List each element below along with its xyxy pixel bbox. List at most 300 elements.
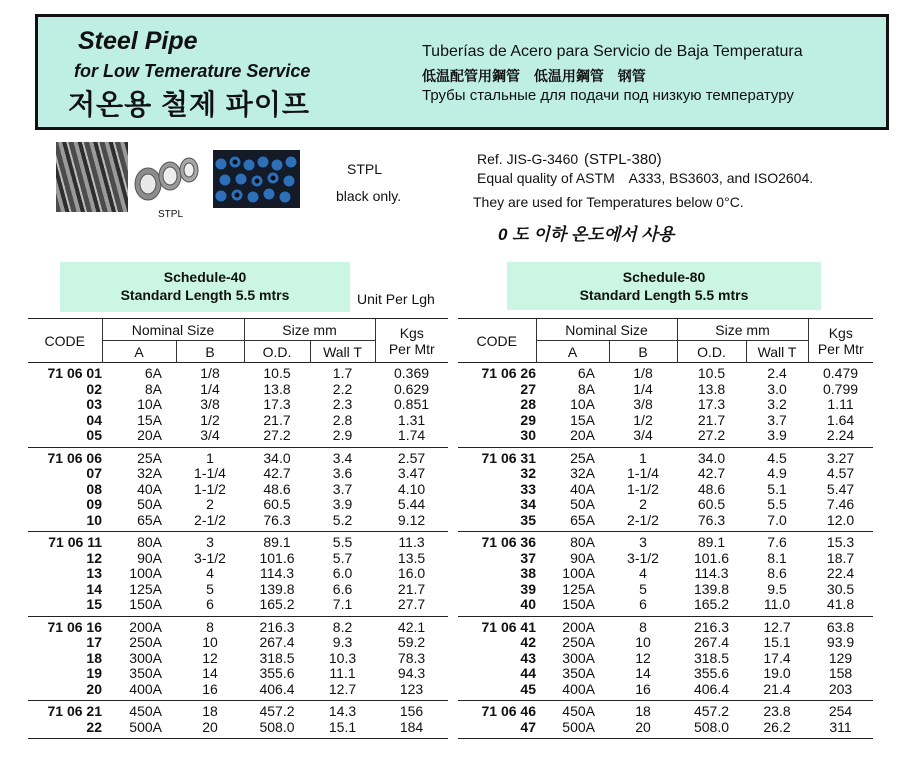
weight-cell: 156 (375, 701, 448, 720)
schedule-80-title: Schedule-80 (622, 269, 706, 285)
od-cell: 139.8 (693, 580, 730, 597)
size-a-cell: 8A (577, 380, 595, 397)
size-b-cell: 1 (609, 447, 677, 466)
size-a-cell: 350A (562, 665, 595, 681)
code-cell: 42 (520, 634, 536, 650)
wall-cell: 12.7 (746, 616, 808, 635)
code-cell: 08 (86, 480, 102, 497)
weight-cell: 4.10 (397, 480, 426, 497)
table-row (28, 635, 448, 651)
schedule-80-length: Standard Length 5.5 mtrs (579, 287, 749, 303)
size-a-cell: 200A (536, 616, 609, 635)
code-cell: 19 (86, 665, 102, 681)
size-b-cell: 2-1/2 (609, 513, 677, 532)
code-cell: 32 (520, 465, 536, 481)
size-b-cell: 1-1/2 (194, 480, 226, 497)
wall-cell: 3.9 (332, 496, 353, 512)
table-row (458, 720, 873, 739)
weight-cell: 0.369 (375, 363, 448, 382)
wall-cell: 11.1 (329, 665, 356, 681)
wall-cell: 2.2 (332, 380, 353, 397)
code-cell: 45 (458, 682, 536, 701)
size-a-cell: 90A (570, 549, 595, 566)
od-cell: 34.0 (677, 447, 746, 466)
size-b-cell: 16 (176, 682, 244, 701)
od-cell: 42.7 (263, 465, 291, 481)
weight-cell: 63.8 (808, 616, 873, 635)
wall-cell: 21.4 (746, 682, 808, 701)
schedule-80-rows (458, 363, 873, 739)
size-b-cell: 1/4 (633, 380, 653, 397)
table-row (28, 513, 448, 532)
size-b-cell: 12 (202, 649, 218, 666)
kgs-per-mtr-header (808, 319, 873, 363)
wall-cell: 23.8 (746, 701, 808, 720)
table-row (458, 616, 873, 635)
code-cell: 71 06 01 (28, 363, 102, 382)
schedule-40-title: Schedule-40 (163, 269, 247, 285)
weight-cell: 41.8 (808, 597, 873, 616)
size-a-cell: 80A (102, 532, 176, 551)
od-cell: 76.3 (677, 513, 746, 532)
size-b-cell: 1/2 (200, 411, 220, 428)
table-row (458, 482, 873, 498)
size-a-cell: 100A (562, 565, 595, 581)
weight-cell: 0.851 (394, 396, 430, 412)
size-a-cell: 250A (129, 634, 162, 650)
od-cell: 17.3 (697, 396, 726, 412)
weight-cell: 2.57 (375, 447, 448, 466)
size-a-cell: 200A (102, 616, 176, 635)
wall-cell: 7.6 (746, 532, 808, 551)
table-row (458, 651, 873, 667)
wall-cell: 5.7 (332, 549, 353, 566)
size-b-cell: 1-1/2 (627, 480, 659, 497)
size-a-cell: 350A (129, 665, 162, 681)
od-cell: 13.8 (263, 380, 291, 397)
wall-cell: 15.1 (310, 720, 375, 739)
code-header: CODE (458, 319, 536, 363)
weight-cell: 78.3 (397, 649, 426, 666)
od-cell: 216.3 (677, 616, 746, 635)
weight-cell: 93.9 (826, 634, 855, 650)
table-row (28, 651, 448, 667)
table-row (28, 497, 448, 513)
table-row (458, 551, 873, 567)
size-b-cell: 1/4 (200, 380, 220, 397)
code-cell: 40 (458, 597, 536, 616)
table-row (458, 363, 873, 382)
table-row (28, 551, 448, 567)
weight-cell: 21.7 (397, 580, 426, 597)
code-cell: 04 (86, 411, 102, 428)
wall-cell: 26.2 (746, 720, 808, 739)
title-english: Steel Pipe (78, 27, 198, 55)
table-row (458, 532, 873, 551)
od-cell: 10.5 (244, 363, 310, 382)
table-row (28, 397, 448, 413)
weight-cell: 2.24 (808, 428, 873, 447)
weight-cell: 203 (808, 682, 873, 701)
wall-cell: 17.4 (763, 649, 791, 666)
size-b-cell: 3 (609, 532, 677, 551)
code-cell: 37 (520, 549, 536, 566)
table-row (28, 363, 448, 382)
table-row (458, 382, 873, 398)
weight-cell: 1.11 (827, 396, 854, 412)
code-cell: 18 (86, 649, 102, 666)
schedule-40-header (60, 262, 350, 312)
wall-cell: 3.2 (767, 396, 787, 412)
table-row (458, 428, 873, 447)
code-cell: 71 06 16 (28, 616, 102, 635)
wall-cell: 2.9 (310, 428, 375, 447)
reference-code: (STPL-380) (584, 151, 662, 168)
schedule-80-table (458, 318, 873, 739)
table-row (28, 482, 448, 498)
od-header: O.D. (244, 341, 310, 363)
code-cell: 12 (86, 549, 102, 566)
table-row (28, 720, 448, 739)
table-row (28, 413, 448, 429)
table-row (28, 466, 448, 482)
code-cell: 71 06 31 (458, 447, 536, 466)
size-b-cell: 3-1/2 (627, 549, 659, 566)
code-cell: 43 (520, 649, 536, 666)
size-b-cell: 1/8 (176, 363, 244, 382)
table-row (28, 532, 448, 551)
code-cell: 10 (28, 513, 102, 532)
wall-cell: 2.3 (332, 396, 353, 412)
painted-pipes-photo (213, 150, 300, 208)
kgs-per-mtr-header (375, 319, 448, 363)
weight-cell: 129 (828, 649, 853, 666)
code-cell: 29 (520, 411, 536, 428)
wall-cell: 3.7 (332, 480, 353, 497)
size-a-cell: 65A (536, 513, 609, 532)
wall-cell: 8.6 (767, 565, 787, 581)
weight-cell: 5.47 (826, 480, 855, 497)
od-cell: 114.3 (260, 565, 295, 581)
size-b-cell: 4 (639, 565, 647, 581)
od-cell: 89.1 (677, 532, 746, 551)
wall-cell: 4.9 (767, 465, 787, 481)
size-a-cell: 40A (137, 480, 162, 497)
size-a-cell: 40A (570, 480, 595, 497)
od-cell: 216.3 (244, 616, 310, 635)
size-b-cell: 2-1/2 (176, 513, 244, 532)
weight-cell: 184 (375, 720, 448, 739)
title-korean: 저온용 철제 파이프 (68, 89, 310, 120)
size-b-cell: 14 (202, 665, 218, 681)
code-cell: 17 (86, 634, 102, 650)
kgs-label: Kgs (399, 324, 424, 341)
weight-cell: 9.12 (375, 513, 448, 532)
od-cell: 457.2 (677, 701, 746, 720)
code-cell: 22 (28, 720, 102, 739)
size-b-cell: 6 (609, 597, 677, 616)
wall-cell: 11.0 (746, 597, 808, 616)
weight-cell: 12.0 (808, 513, 873, 532)
size-mm-header: Size mm (677, 319, 808, 341)
size-a-cell: 10A (570, 396, 595, 412)
code-cell: 71 06 26 (458, 363, 536, 382)
code-header: CODE (28, 319, 102, 363)
size-a-cell: 6A (536, 363, 609, 382)
usage-english: They are used for Temperatures below 0°C. (473, 194, 744, 210)
b-header: B (176, 341, 244, 363)
size-b-cell: 16 (609, 682, 677, 701)
od-cell: 17.3 (263, 396, 291, 412)
reference-label: Ref. JIS-G-3460 (477, 151, 579, 167)
size-a-cell: 400A (102, 682, 176, 701)
code-cell: 71 06 36 (458, 532, 536, 551)
product-code: STPL (347, 161, 383, 177)
od-cell: 76.3 (244, 513, 310, 532)
schedule-40-length: Standard Length 5.5 mtrs (120, 287, 290, 303)
od-cell: 406.4 (244, 682, 310, 701)
code-cell: 38 (520, 565, 536, 581)
size-b-cell: 3 (176, 532, 244, 551)
od-cell: 34.0 (244, 447, 310, 466)
size-b-cell: 5 (206, 580, 214, 597)
schedule-40-rows (28, 363, 448, 739)
size-b-cell: 12 (635, 649, 651, 666)
size-a-cell: 10A (137, 396, 162, 412)
table-row (458, 682, 873, 701)
code-cell: 39 (520, 580, 536, 597)
wall-cell: 9.5 (767, 580, 787, 597)
size-b-cell: 3/4 (176, 428, 244, 447)
pipe-stack-photo (56, 142, 128, 212)
code-cell: 30 (458, 428, 536, 447)
od-cell: 48.6 (263, 480, 291, 497)
size-a-cell: 80A (536, 532, 609, 551)
weight-cell: 18.7 (826, 549, 855, 566)
size-a-cell: 20A (536, 428, 609, 447)
wall-cell: 15.1 (763, 634, 791, 650)
code-cell: 47 (458, 720, 536, 739)
weight-cell: 0.479 (808, 363, 873, 382)
size-a-cell: 25A (102, 447, 176, 466)
size-b-cell: 4 (206, 565, 214, 581)
wall-cell: 19.0 (763, 665, 791, 681)
od-cell: 27.2 (677, 428, 746, 447)
od-cell: 114.3 (694, 565, 729, 581)
od-cell: 21.7 (697, 411, 726, 428)
wall-cell: 8.1 (767, 549, 787, 566)
weight-cell: 5.44 (397, 496, 426, 512)
per-mtr-label: Per Mtr (388, 340, 435, 357)
weight-cell: 13.5 (397, 549, 426, 566)
od-cell: 355.6 (259, 665, 295, 681)
code-cell: 27 (520, 380, 536, 397)
od-cell: 355.6 (693, 665, 730, 681)
equal-label: Equal quality of ASTM (477, 170, 615, 186)
code-cell: 71 06 41 (458, 616, 536, 635)
kgs-label: Kgs (828, 324, 853, 341)
table-row (458, 582, 873, 598)
size-a-cell: 125A (129, 580, 162, 597)
size-b-cell: 8 (176, 616, 244, 635)
size-b-cell: 14 (635, 665, 651, 681)
od-cell: 267.4 (259, 634, 295, 650)
equal-standards: A333, BS3603, and ISO2604. (628, 170, 814, 186)
od-cell: 42.7 (697, 465, 726, 481)
table-row (458, 413, 873, 429)
b-header: B (609, 341, 677, 363)
size-a-cell: 150A (536, 597, 609, 616)
wall-cell: 3.4 (310, 447, 375, 466)
wall-cell: 9.3 (332, 634, 353, 650)
weight-cell: 3.27 (808, 447, 873, 466)
code-cell: 14 (86, 580, 102, 597)
weight-cell: 22.4 (826, 565, 855, 581)
finish-note: black only. (336, 188, 402, 204)
size-a-cell: 50A (570, 496, 595, 512)
weight-cell: 15.3 (808, 532, 873, 551)
wall-cell: 2.8 (332, 411, 353, 428)
weight-cell: 3.47 (397, 465, 426, 481)
code-cell: 35 (458, 513, 536, 532)
size-a-cell: 400A (536, 682, 609, 701)
wall-cell: 3.9 (746, 428, 808, 447)
size-a-cell: 90A (137, 549, 162, 566)
wall-cell: 3.6 (332, 465, 353, 481)
od-cell: 27.2 (244, 428, 310, 447)
pipe-ends-photo (132, 150, 202, 206)
od-cell: 508.0 (677, 720, 746, 739)
nominal-size-header: Nominal Size (102, 319, 244, 341)
od-cell: 89.1 (244, 532, 310, 551)
size-a-cell: 125A (562, 580, 595, 597)
size-a-cell: 500A (102, 720, 176, 739)
wall-cell: 1.7 (310, 363, 375, 382)
size-b-cell: 5 (639, 580, 647, 597)
wall-cell: 3.7 (767, 411, 787, 428)
od-cell: 21.7 (263, 411, 291, 428)
size-a-cell: 500A (536, 720, 609, 739)
od-cell: 60.5 (697, 496, 726, 512)
unit-note: Unit Per Lgh (357, 291, 435, 307)
size-b-cell: 20 (609, 720, 677, 739)
table-row (458, 466, 873, 482)
weight-cell: 254 (808, 701, 873, 720)
code-cell: 71 06 46 (458, 701, 536, 720)
wall-cell: 6.6 (332, 580, 353, 597)
wall-cell: 5.2 (310, 513, 375, 532)
title-spanish: Tuberías de Acero para Servicio de Baja Temperatura (422, 43, 803, 60)
size-a-cell: 6A (102, 363, 176, 382)
wall-cell: 7.0 (746, 513, 808, 532)
size-a-cell: 20A (102, 428, 176, 447)
weight-cell: 42.1 (375, 616, 448, 635)
per-mtr-label: Per Mtr (817, 340, 864, 357)
weight-cell: 158 (828, 665, 853, 681)
wall-cell: 12.7 (310, 682, 375, 701)
size-b-cell: 8 (609, 616, 677, 635)
od-cell: 48.6 (697, 480, 726, 497)
wall-cell: 3.0 (767, 380, 787, 397)
code-cell: 44 (520, 665, 536, 681)
weight-cell: 0.629 (394, 380, 430, 397)
size-a-cell: 250A (562, 634, 595, 650)
table-row (28, 682, 448, 701)
size-b-cell: 1 (176, 447, 244, 466)
equal-quality (477, 170, 813, 186)
size-b-cell: 3/8 (633, 396, 653, 412)
weight-cell: 311 (808, 720, 873, 739)
table-row (28, 382, 448, 398)
od-cell: 10.5 (677, 363, 746, 382)
size-b-cell: 10 (202, 634, 218, 650)
od-cell: 139.8 (259, 580, 295, 597)
code-cell: 05 (28, 428, 102, 447)
size-b-cell: 1/2 (633, 411, 653, 428)
od-cell: 457.2 (244, 701, 310, 720)
wall-cell: 5.1 (767, 480, 787, 497)
wall-cell: 5.5 (767, 496, 787, 512)
code-cell: 09 (86, 496, 102, 512)
code-cell: 13 (86, 565, 102, 581)
table-row (28, 597, 448, 616)
schedule-40-table (28, 318, 448, 739)
code-cell: 02 (86, 380, 102, 397)
table-row (458, 701, 873, 720)
code-cell: 03 (86, 396, 102, 412)
od-cell: 267.4 (693, 634, 730, 650)
weight-cell: 123 (375, 682, 448, 701)
wall-header: Wall T (746, 341, 808, 363)
size-a-cell: 300A (562, 649, 595, 666)
size-b-cell: 18 (176, 701, 244, 720)
od-cell: 101.6 (259, 549, 295, 566)
table-row (28, 701, 448, 720)
table-row (28, 566, 448, 582)
schedule-80-header (507, 262, 821, 310)
code-cell: 33 (520, 480, 536, 497)
reference-standard (477, 151, 662, 168)
size-b-cell: 18 (609, 701, 677, 720)
size-b-cell: 1-1/4 (194, 465, 226, 481)
weight-cell: 59.2 (397, 634, 426, 650)
size-a-cell: 100A (129, 565, 162, 581)
weight-cell: 30.5 (826, 580, 855, 597)
weight-cell: 4.57 (826, 465, 855, 481)
wall-cell: 5.5 (310, 532, 375, 551)
size-b-cell: 10 (635, 634, 651, 650)
od-cell: 165.2 (244, 597, 310, 616)
table-row (28, 616, 448, 635)
table-row (458, 666, 873, 682)
size-a-cell: 450A (102, 701, 176, 720)
wall-cell: 4.5 (746, 447, 808, 466)
wall-cell: 6.0 (332, 565, 353, 581)
a-header: A (102, 341, 176, 363)
size-a-cell: 150A (102, 597, 176, 616)
table-row (458, 566, 873, 582)
wall-cell: 7.1 (310, 597, 375, 616)
photo-caption: STPL (158, 209, 184, 220)
table-row (458, 397, 873, 413)
code-cell: 15 (28, 597, 102, 616)
size-a-cell: 25A (536, 447, 609, 466)
size-a-cell: 32A (570, 465, 595, 481)
code-cell: 71 06 21 (28, 701, 102, 720)
size-a-cell: 8A (144, 380, 162, 397)
title-chinese: 低温配管用鋼管 低温用鋼管 钢管 (422, 68, 646, 84)
wall-cell: 8.2 (310, 616, 375, 635)
